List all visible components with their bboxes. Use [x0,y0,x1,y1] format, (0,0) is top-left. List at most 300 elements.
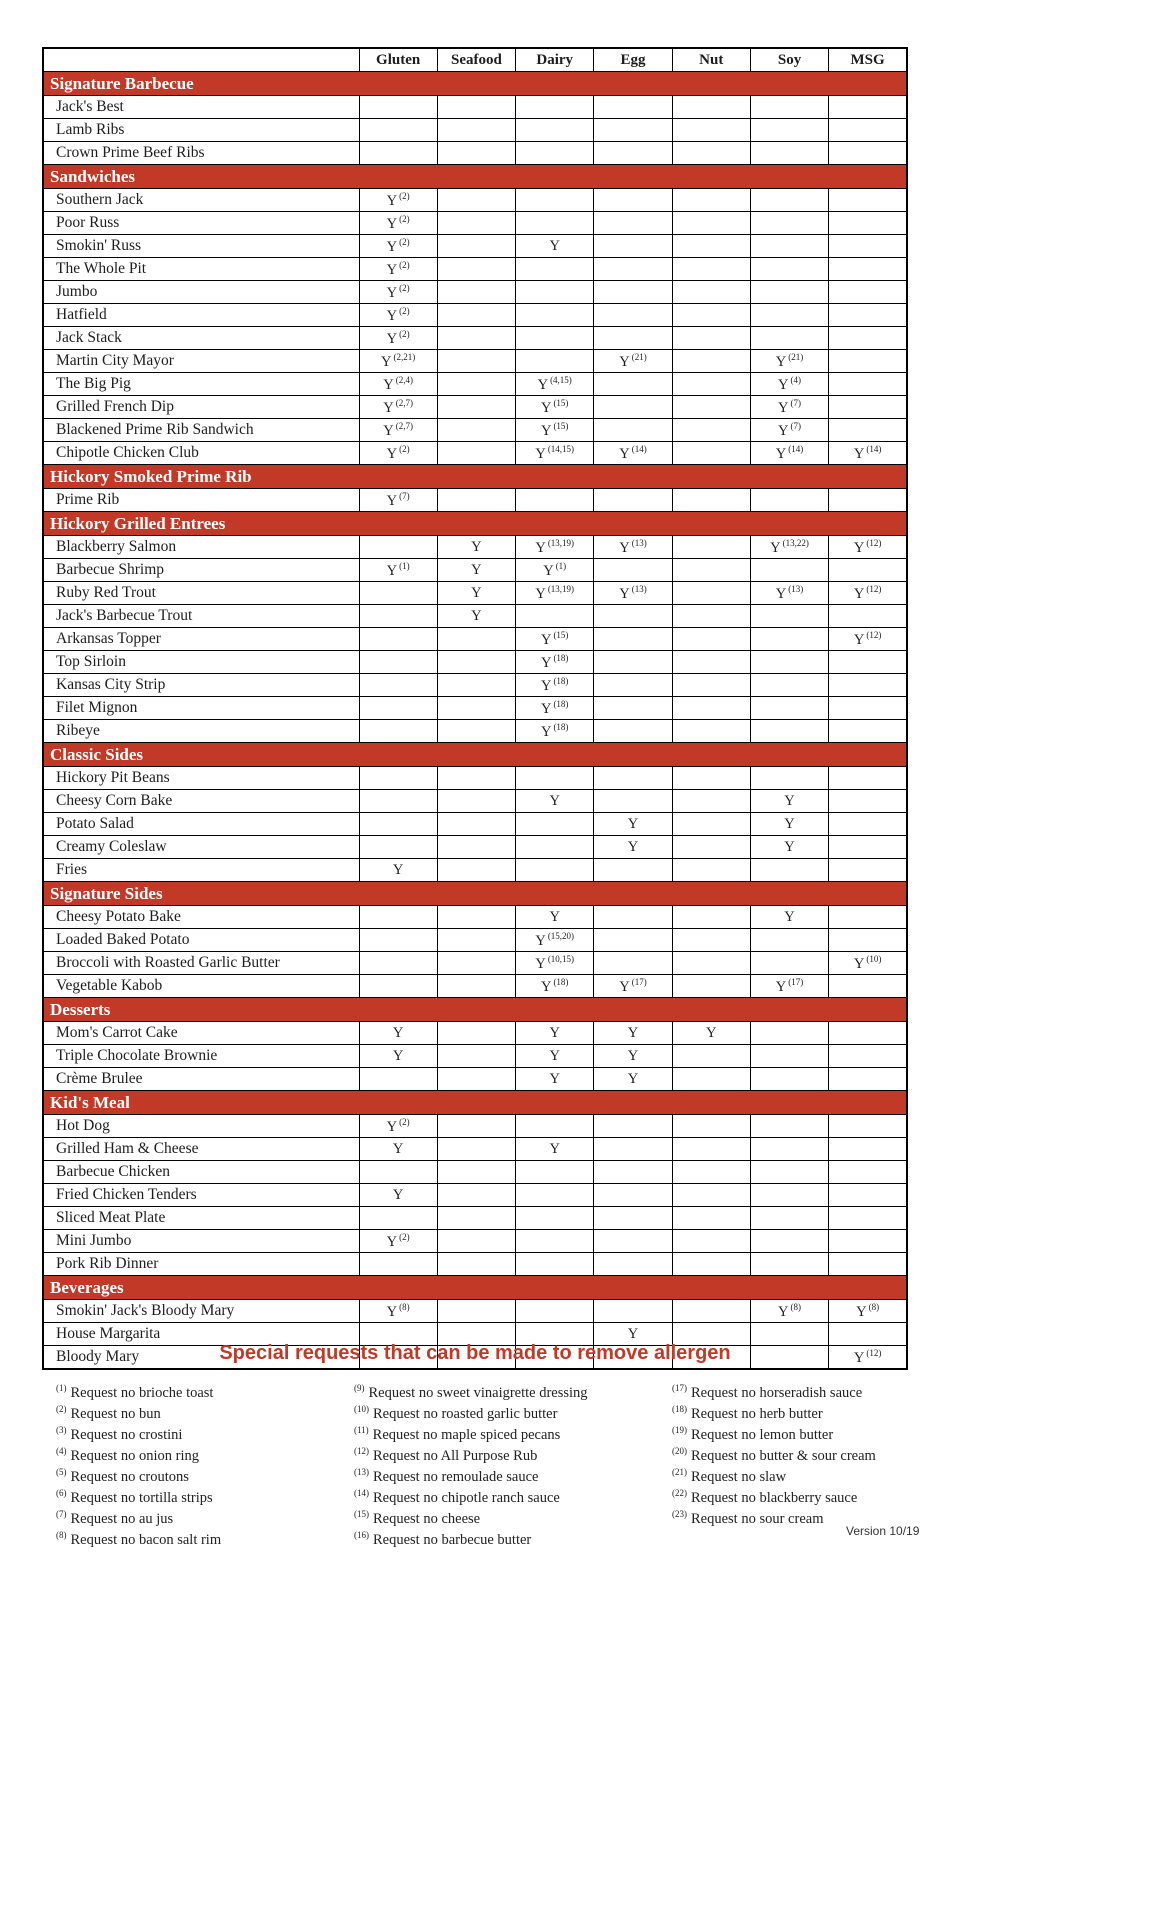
allergen-cell [516,281,594,304]
allergen-cell [516,1230,594,1253]
table-row [43,119,907,142]
allergen-cell [829,258,907,281]
footnote-reference: (1) [555,560,567,571]
item-name: Bloody Mary [43,1346,359,1370]
allergen-cell: Y $^{(2)}$ [359,235,437,258]
allergen-cell [672,1115,750,1138]
table-row [43,859,907,882]
allergen-cell [672,304,750,327]
allergen-cell [672,1138,750,1161]
footnote-reference: (15) [553,420,569,431]
item-name: Martin City Mayor [43,350,359,373]
allergen-cell [829,1253,907,1276]
footnote-number: (11) [354,1425,369,1435]
footnote-reference: (15) [553,397,569,408]
allergen-cell [672,674,750,697]
allergen-cell [672,327,750,350]
allergen-cell [359,697,437,720]
allergen-cell [829,396,907,419]
item-name: Smokin' Russ [43,235,359,258]
allergen-cell: Y $^{(2)}$ [359,258,437,281]
table-row [43,536,907,559]
allergen-cell [829,350,907,373]
footnote-reference: (21) [788,351,804,362]
item-name: The Whole Pit [43,258,359,281]
footnote-reference: (2) [399,259,410,270]
allergen-cell [594,651,672,674]
section-title: Signature Barbecue [43,72,907,96]
allergen-cell [516,489,594,512]
allergen-cell [359,975,437,998]
allergen-cell: Y $^{(13,19)}$ [516,582,594,605]
table-row [43,235,907,258]
footnote-reference: (13,19) [547,537,575,548]
allergen-cell: Y $^{(2,7)}$ [359,419,437,442]
table-row [43,720,907,743]
allergen-cell [437,258,515,281]
allergen-table-wrap [42,47,908,1370]
allergen-cell [750,628,828,651]
allergen-cell [750,327,828,350]
allergen-cell [750,1115,828,1138]
allergen-cell: Y $^{(7)}$ [359,489,437,512]
allergen-cell [672,952,750,975]
allergen-cell: Y [359,859,437,882]
allergen-cell [829,1207,907,1230]
allergen-cell [672,1068,750,1091]
allergen-cell [359,929,437,952]
allergen-cell [829,489,907,512]
footnote-item: $^{(8)}$ Request no bacon salt rim [56,1530,222,1548]
allergen-table-head-row [43,48,907,72]
item-name: Arkansas Topper [43,628,359,651]
allergen-table [42,47,908,1370]
allergen-cell [829,189,907,212]
allergen-cell [750,142,828,165]
section-header-row [43,998,907,1022]
allergen-cell [829,373,907,396]
table-row [43,929,907,952]
allergen-cell [829,212,907,235]
item-name: Top Sirloin [43,651,359,674]
item-name: Barbecue Shrimp [43,559,359,582]
allergen-cell [594,396,672,419]
allergen-cell [672,929,750,952]
footnote-item: $^{(11)}$ Request no maple spiced pecans [354,1425,561,1443]
footnote-number: (18) [672,1404,687,1414]
allergen-cell: Y $^{(18)}$ [516,720,594,743]
allergen-cell [594,96,672,119]
allergen-cell [516,212,594,235]
section-title: Kid's Meal [43,1091,907,1115]
allergen-cell [594,489,672,512]
item-name: Kansas City Strip [43,674,359,697]
allergen-cell [359,906,437,929]
allergen-cell [750,651,828,674]
table-row [43,189,907,212]
allergen-cell: Y $^{(13)}$ [594,536,672,559]
footnote-reference: (21) [631,351,647,362]
allergen-cell [672,489,750,512]
item-name: Cheesy Corn Bake [43,790,359,813]
footnote-reference: (2,21) [393,351,416,362]
allergen-cell: Y $^{(18)}$ [516,697,594,720]
allergen-cell [829,674,907,697]
allergen-cell: Y $^{(8)}$ [829,1300,907,1323]
allergen-cell: Y [594,813,672,836]
footnote-item: $^{(22)}$ Request no blackberry sauce [672,1488,858,1506]
footnote-item: $^{(18)}$ Request no herb butter [672,1404,823,1422]
section-title: Signature Sides [43,882,907,906]
table-row [43,258,907,281]
allergen-cell [829,304,907,327]
allergen-cell: Y [594,1323,672,1346]
table-row [43,1207,907,1230]
allergen-cell [594,258,672,281]
allergen-cell: Y $^{(2,7)}$ [359,396,437,419]
footnote-reference: (18) [553,698,569,709]
allergen-cell: Y [672,1022,750,1045]
footnote-reference: (12) [866,537,882,548]
allergen-cell [750,489,828,512]
allergen-cell: Y $^{(2)}$ [359,442,437,465]
allergen-cell [359,651,437,674]
allergen-cell [594,859,672,882]
allergen-cell: Y [594,836,672,859]
footnote-number: (3) [56,1425,67,1435]
item-name: Triple Chocolate Brownie [43,1045,359,1068]
footnote-reference: (12) [866,629,882,640]
footnote-reference: (2) [399,236,410,247]
allergen-cell: Y $^{(8)}$ [359,1300,437,1323]
table-row [43,906,907,929]
allergen-cell [750,189,828,212]
allergen-cell: Y $^{(2)}$ [359,212,437,235]
allergen-cell [437,1115,515,1138]
section-header-row [43,743,907,767]
allergen-cell [359,96,437,119]
allergen-cell [516,813,594,836]
table-row [43,1253,907,1276]
allergen-cell [516,258,594,281]
footnote-reference: (7) [399,490,410,501]
footnote-number: (14) [354,1488,369,1498]
column-header: Egg [594,48,672,72]
allergen-cell: Y $^{(2)}$ [359,281,437,304]
item-name: Smokin' Jack's Bloody Mary [43,1300,359,1323]
section-title: Beverages [43,1276,907,1300]
item-name: Sliced Meat Plate [43,1207,359,1230]
allergen-cell [829,281,907,304]
table-row [43,142,907,165]
allergen-cell: Y $^{(4,15)}$ [516,373,594,396]
section-header-row [43,512,907,536]
allergen-cell [750,119,828,142]
footnote-number: (10) [354,1404,369,1414]
footnote-reference: (18) [553,721,569,732]
allergen-cell [750,720,828,743]
allergen-cell: Y $^{(13)}$ [750,582,828,605]
allergen-cell: Y [437,559,515,582]
allergen-cell [672,189,750,212]
allergen-cell [437,142,515,165]
column-header: Soy [750,48,828,72]
allergen-cell [594,235,672,258]
footnote-item: $^{(21)}$ Request no slaw [672,1467,787,1485]
section-title: Hickory Smoked Prime Rib [43,465,907,489]
footnote-number: (2) [56,1404,67,1414]
item-name: House Margarita [43,1323,359,1346]
allergen-cell [672,442,750,465]
footnote-number: (15) [354,1509,369,1519]
footnote-reference: (13) [631,537,647,548]
footnotes [56,1378,1116,1546]
allergen-cell [437,952,515,975]
table-row [43,975,907,998]
allergen-cell [437,975,515,998]
item-name: Pork Rib Dinner [43,1253,359,1276]
allergen-cell [437,720,515,743]
allergen-cell [672,142,750,165]
allergen-cell [516,327,594,350]
allergen-cell [516,1300,594,1323]
allergen-cell: Y $^{(18)}$ [516,975,594,998]
allergen-cell [829,975,907,998]
allergen-cell [672,373,750,396]
allergen-cell: Y $^{(15,20)}$ [516,929,594,952]
allergen-cell [829,906,907,929]
footnote-reference: (12) [866,583,882,594]
allergen-cell [359,790,437,813]
footnote-number: (12) [354,1446,369,1456]
footnote-reference: (13,22) [782,537,809,548]
allergen-cell: Y [516,790,594,813]
allergen-cell [359,119,437,142]
footnote-item: $^{(10)}$ Request no roasted garlic butter [354,1404,558,1422]
footnote-reference: (2) [399,443,410,454]
allergen-cell [359,1253,437,1276]
allergen-cell [437,790,515,813]
item-name: Jack's Best [43,96,359,119]
item-name: The Big Pig [43,373,359,396]
footnote-reference: (2,7) [395,397,413,408]
footnote-reference: (12) [866,1347,882,1358]
table-row [43,442,907,465]
allergen-cell [829,419,907,442]
allergen-cell [437,697,515,720]
allergen-cell [359,605,437,628]
allergen-cell [437,373,515,396]
allergen-cell [672,235,750,258]
table-row [43,350,907,373]
allergen-cell [750,1068,828,1091]
allergen-cell [750,281,828,304]
allergen-cell: Y $^{(8)}$ [750,1300,828,1323]
allergen-cell: Y $^{(15)}$ [516,396,594,419]
allergen-cell [672,975,750,998]
allergen-cell [437,442,515,465]
allergen-cell: Y [516,1045,594,1068]
allergen-cell [516,1184,594,1207]
allergen-cell [594,1253,672,1276]
table-row [43,1115,907,1138]
allergen-cell: Y [750,906,828,929]
allergen-cell [750,96,828,119]
footnote-number: (23) [672,1509,687,1519]
allergen-cell [672,790,750,813]
allergen-cell [437,1045,515,1068]
allergen-cell [672,258,750,281]
allergen-cell [672,1207,750,1230]
allergen-cell [672,419,750,442]
footnote-number: (20) [672,1446,687,1456]
allergen-cell: Y $^{(15)}$ [516,628,594,651]
item-name: Grilled Ham & Cheese [43,1138,359,1161]
allergen-cell: Y [594,1045,672,1068]
section-title: Classic Sides [43,743,907,767]
footnote-reference: (2) [399,328,410,339]
column-header: Nut [672,48,750,72]
section-header-row [43,165,907,189]
allergen-cell [750,1022,828,1045]
item-name: Broccoli with Roasted Garlic Butter [43,952,359,975]
allergen-cell [594,1115,672,1138]
footnote-item: $^{(7)}$ Request no au jus [56,1509,174,1527]
footnote-reference: (2) [399,213,410,224]
allergen-cell [594,559,672,582]
allergen-cell [437,1230,515,1253]
footnote-number: (22) [672,1488,687,1498]
footnote-column [672,1378,972,1546]
allergen-cell [437,212,515,235]
allergen-cell: Y $^{(4)}$ [750,373,828,396]
allergen-cell [437,1253,515,1276]
allergen-cell [594,1161,672,1184]
footnote-item: $^{(14)}$ Request no chipotle ranch sauce [354,1488,560,1506]
allergen-cell: Y [594,1022,672,1045]
footnote-reference: (13,19) [547,583,575,594]
allergen-cell: Y $^{(12)}$ [829,536,907,559]
allergen-cell [829,697,907,720]
footnote-reference: (18) [553,652,569,663]
allergen-cell [437,396,515,419]
allergen-cell [437,813,515,836]
allergen-cell: Y [594,1068,672,1091]
table-row [43,559,907,582]
allergen-cell [672,1161,750,1184]
table-row [43,628,907,651]
item-name: Potato Salad [43,813,359,836]
item-name: Blackberry Salmon [43,536,359,559]
table-row [43,373,907,396]
footnote-reference: (8) [868,1301,880,1312]
allergen-cell [829,651,907,674]
allergen-cell [437,96,515,119]
allergen-cell [750,235,828,258]
item-name: Hickory Pit Beans [43,767,359,790]
footnote-number: (21) [672,1467,687,1477]
allergen-cell: Y $^{(10,15)}$ [516,952,594,975]
allergen-cell: Y $^{(2)}$ [359,1115,437,1138]
table-row [43,836,907,859]
section-title: Sandwiches [43,165,907,189]
allergen-cell [437,350,515,373]
footnote-item: $^{(5)}$ Request no croutons [56,1467,189,1485]
footnote-item: $^{(16)}$ Request no barbecue butter [354,1530,532,1548]
allergen-cell: Y [359,1138,437,1161]
allergen-cell [437,119,515,142]
allergen-cell [829,1068,907,1091]
allergen-cell [437,628,515,651]
allergen-cell [437,674,515,697]
allergen-cell [750,1161,828,1184]
footnote-item: $^{(6)}$ Request no tortilla strips [56,1488,213,1506]
allergen-cell [359,142,437,165]
allergen-cell [359,767,437,790]
allergen-cell: Y $^{(2,21)}$ [359,350,437,373]
item-name: Fried Chicken Tenders [43,1184,359,1207]
allergen-cell [594,281,672,304]
footnote-reference: (7) [790,420,802,431]
allergen-cell: Y $^{(14)}$ [594,442,672,465]
table-row [43,1184,907,1207]
footnote-item: $^{(2)}$ Request no bun [56,1404,161,1422]
version-label: Version 10/19 [846,1524,920,1538]
allergen-cell [829,859,907,882]
footnote-reference: (14) [788,443,804,454]
footnote-item: $^{(13)}$ Request no remoulade sauce [354,1467,539,1485]
allergen-cell [516,350,594,373]
footnote-item: $^{(12)}$ Request no All Purpose Rub [354,1446,538,1464]
table-row [43,1068,907,1091]
allergen-cell: Y $^{(7)}$ [750,396,828,419]
allergen-cell [750,304,828,327]
table-row [43,605,907,628]
allergen-cell [594,720,672,743]
allergen-cell: Y [437,536,515,559]
allergen-cell [672,836,750,859]
table-row [43,327,907,350]
allergen-cell [750,1207,828,1230]
footnote-item: $^{(4)}$ Request no onion ring [56,1446,199,1464]
footnote-number: (9) [354,1383,365,1393]
allergen-cell: Y [437,582,515,605]
allergen-cell: Y $^{(18)}$ [516,674,594,697]
allergen-cell: Y [437,605,515,628]
allergen-cell [829,1022,907,1045]
allergen-cell [516,605,594,628]
table-row [43,1022,907,1045]
item-name: Creamy Coleslaw [43,836,359,859]
table-row [43,1230,907,1253]
allergen-cell: Y $^{(2,4)}$ [359,373,437,396]
footnote-column [354,1378,672,1546]
footnote-item: $^{(19)}$ Request no lemon butter [672,1425,834,1443]
allergen-cell [594,189,672,212]
allergen-cell [829,1184,907,1207]
allergen-cell [829,767,907,790]
item-name: Grilled French Dip [43,396,359,419]
allergen-cell: Y $^{(2)}$ [359,304,437,327]
allergen-cell [516,96,594,119]
allergen-cell [829,836,907,859]
allergen-cell: Y $^{(21)}$ [594,350,672,373]
allergen-cell [750,1230,828,1253]
section-header-row [43,465,907,489]
item-name: Barbecue Chicken [43,1161,359,1184]
footnote-item: $^{(23)}$ Request no sour cream [672,1509,824,1527]
allergen-cell [594,1184,672,1207]
